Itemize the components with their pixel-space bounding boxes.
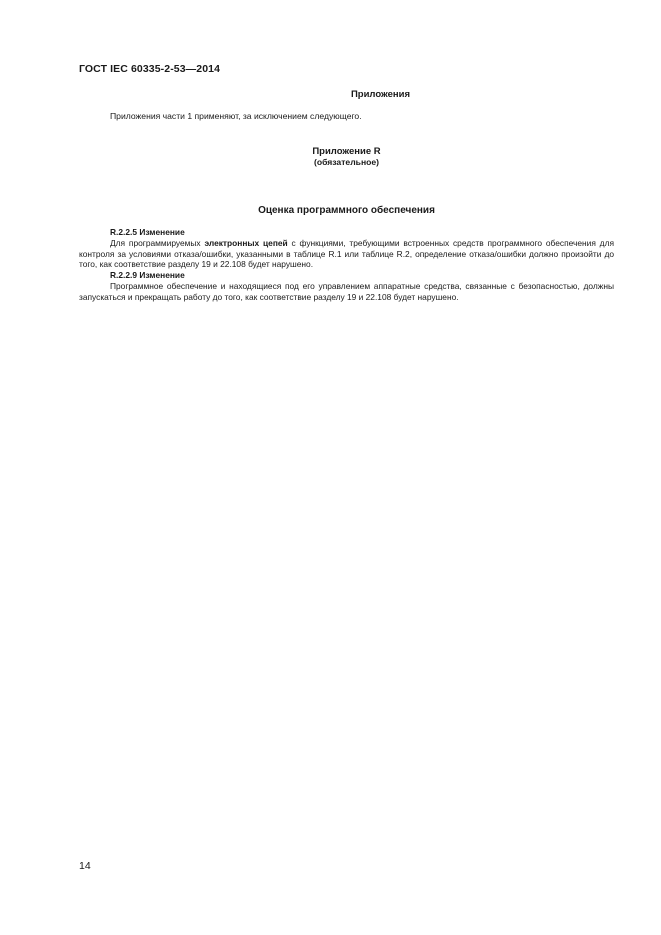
annexes-section-title: Приложения <box>350 89 411 100</box>
clause-heading: R.2.2.9 Изменение <box>110 270 185 281</box>
annex-r-title: Приложение R <box>312 146 381 157</box>
clause-heading: R.2.2.5 Изменение <box>110 227 185 237</box>
clause-paragraph: Программное обеспечение и находящиеся под его управлением аппаратные средства, связанные с безопасностью, должны запускаться и прекращать работу до того, как соответствие разделу 19 и 22.108 будет нарушено. <box>79 280 614 302</box>
annex-r-heading: Оценка программного обеспечения <box>258 205 435 216</box>
annex-r-title-block <box>79 146 614 168</box>
annex-r-status: (обязательное) <box>313 157 380 167</box>
clause-text-part: с функциями, требующими встроенных средств программного обеспечения для контроля за условиями отказа/ошибки, указанными в таблице R.1 или таблице R.2, определение отказа/ошибки должно произойти до того, как соответствие разделу 19 и 22.108 будет нарушено. <box>79 237 614 270</box>
document-code-header: ГОСТ IEC 60335-2-53—2014 <box>79 63 221 75</box>
page-number: 14 <box>79 860 91 872</box>
clauses-block <box>79 227 614 303</box>
clause-paragraph <box>79 238 614 270</box>
annexes-intro-text: Приложения части 1 применяют, за исключением следующего. <box>110 111 362 121</box>
clause-bold-term: электронных цепей <box>204 237 288 248</box>
clause-text-part: Для программируемых <box>110 237 205 248</box>
